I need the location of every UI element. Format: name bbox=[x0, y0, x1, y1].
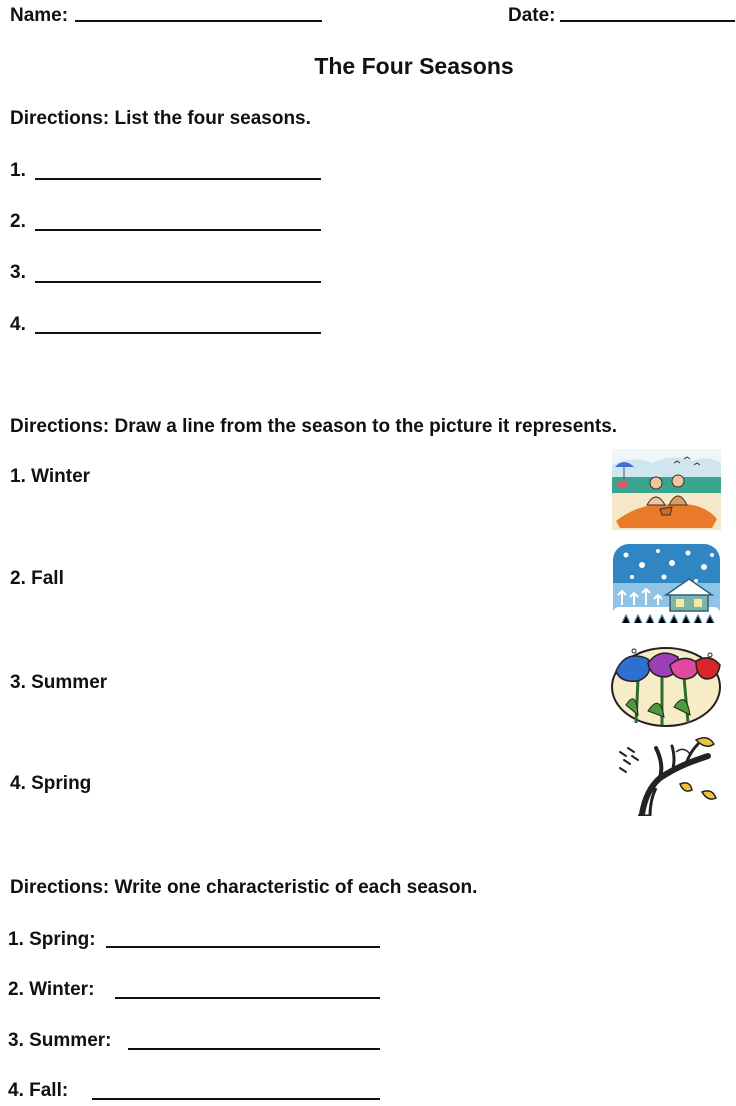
season-answer-line-4[interactable] bbox=[35, 332, 321, 334]
section1-directions: Directions: List the four seasons. bbox=[10, 108, 311, 129]
name-label: Name: bbox=[10, 5, 69, 26]
snowy-house-icon[interactable] bbox=[612, 543, 721, 633]
tulips-icon[interactable] bbox=[610, 645, 722, 728]
windy-tree-icon[interactable] bbox=[616, 730, 720, 816]
season-answer-line-3[interactable] bbox=[35, 281, 321, 283]
season-answer-line-2[interactable] bbox=[35, 229, 321, 231]
characteristic-line-summer[interactable] bbox=[128, 1048, 380, 1050]
section2-directions: Directions: Draw a line from the season to the picture it represents. bbox=[10, 416, 618, 437]
season-number-4: 4. bbox=[10, 314, 26, 335]
season-answer-line-1[interactable] bbox=[35, 178, 321, 180]
season-number-1: 1. bbox=[10, 160, 26, 181]
beach-icon[interactable] bbox=[612, 449, 721, 530]
match-item-spring: 4. Spring bbox=[10, 773, 92, 794]
characteristic-line-spring[interactable] bbox=[106, 946, 380, 948]
characteristic-label-winter: 2. Winter: bbox=[8, 979, 95, 1000]
characteristic-line-fall[interactable] bbox=[92, 1098, 380, 1100]
name-input-line[interactable] bbox=[75, 20, 322, 22]
match-item-winter: 1. Winter bbox=[10, 466, 91, 487]
date-label: Date: bbox=[508, 5, 556, 26]
characteristic-label-fall: 4. Fall: bbox=[8, 1080, 69, 1101]
page-title: The Four Seasons bbox=[314, 53, 514, 79]
season-number-3: 3. bbox=[10, 262, 26, 283]
characteristic-label-summer: 3. Summer: bbox=[8, 1030, 112, 1051]
characteristic-label-spring: 1. Spring: bbox=[8, 929, 96, 950]
match-item-fall: 2. Fall bbox=[10, 568, 64, 589]
match-item-summer: 3. Summer bbox=[10, 672, 108, 693]
season-number-2: 2. bbox=[10, 211, 26, 232]
date-input-line[interactable] bbox=[560, 20, 735, 22]
section3-directions: Directions: Write one characteristic of each season. bbox=[10, 877, 478, 898]
characteristic-line-winter[interactable] bbox=[115, 997, 380, 999]
